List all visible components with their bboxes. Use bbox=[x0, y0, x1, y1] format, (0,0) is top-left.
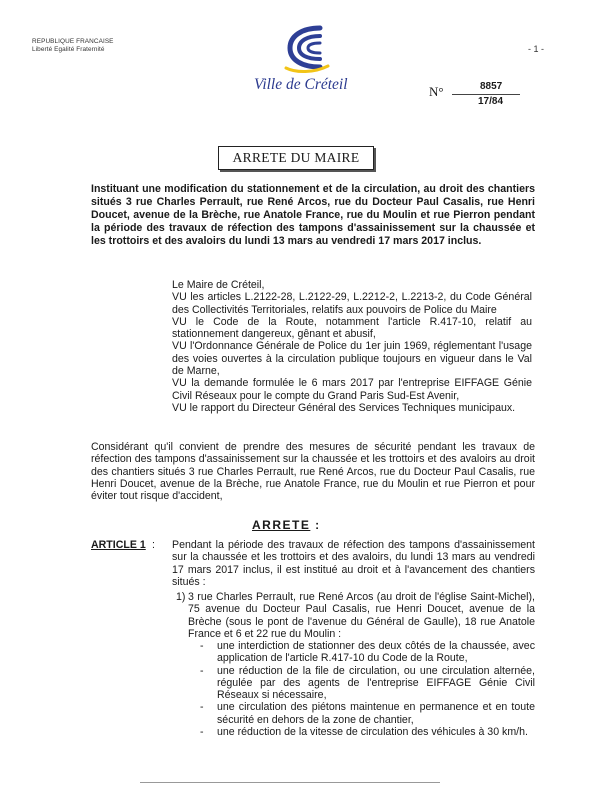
city-logo bbox=[276, 22, 336, 74]
visa-item: VU la demande formulée le 6 mars 2017 par l'entreprise EIFFAGE Génie Civil Réseaux pour le compte du Grand Paris Sud-Est Avenir, bbox=[172, 377, 532, 402]
list-item-number: 1) bbox=[176, 591, 186, 603]
article-1-label: ARTICLE 1 bbox=[91, 539, 146, 551]
republic-motto: Liberté Egalité Fraternité bbox=[32, 46, 105, 53]
decree-register-number: 17/84 bbox=[478, 96, 504, 107]
bullet-dash: - bbox=[200, 701, 204, 714]
bullet-dash: - bbox=[200, 726, 204, 739]
visa-item: VU les articles L.2122-28, L.2122-29, L.2212-2, L.2213-2, du Code Général des Collectivités Territoriales, relatifs aux pouvoirs de Police du Maire bbox=[172, 291, 532, 316]
bullet-dash: - bbox=[200, 664, 204, 677]
list-item-text: une réduction de la file de circulation, ou une circulation alternée, régulée par des agents de l'entreprise EIFFAGE Génie Civil Réseaux si nécessaire, bbox=[217, 664, 535, 702]
decree-number-label: N° bbox=[429, 84, 444, 99]
mayor-line: Le Maire de Créteil, bbox=[172, 279, 265, 291]
decree-summary: Instituant une modification du stationnement et de la circulation, au droit des chantiers situés 3 rue Charles Perrault, rue René Arcos, rue du Docteur Paul Casalis, rue Henri Doucet, avenue de la Brèche, rue Anatole France, rue du Moulin et rue Pierron pendant la période des travaux de réfection des tampons d'assainissement sur la chaussée et les trottoirs et des avaloirs du lundi 13 mars au vendredi 17 mars 2017 inclus. bbox=[91, 183, 535, 247]
article-1-text: Pendant la période des travaux de réfection des tampons d'assainissement sur la chaussée et les trottoirs et des avaloirs, du lundi 13 mars au vendredi 17 mars 2017 inclus, il est institué au droit et à l'avancement des chantiers situés : bbox=[172, 539, 535, 588]
considerant-paragraph: Considérant qu'il convient de prendre des mesures de sécurité pendant les travaux de réfection des tampons d'assainissement sur la chaussée et les trottoirs et des avaloirs au droit des chantiers situés 3 rue Charles Perrault, rue René Arcos, rue du Docteur Paul Casalis, rue Henri Doucet, avenue de la Brèche, rue Anatole France, rue du Moulin et rue Pierron et pour éviter tout risque d'accident, bbox=[91, 441, 535, 503]
decree-number-divider bbox=[452, 94, 520, 95]
visa-item: VU le Code de la Route, notamment l'article R.417-10, relatif au stationnement dangereux, gênant et abusif, bbox=[172, 315, 532, 341]
legal-references bbox=[172, 279, 532, 414]
list-item-text: 3 rue Charles Perrault, rue René Arcos (au droit de l'église Saint-Michel), 75 avenue du Docteur Paul Casalis, rue Henri Doucet, avenue de la Brèche (sous le pont de l'avenue du Général de Gaulle), 18 rue Anatole France et 6 et 22 rue du Moulin : bbox=[188, 591, 535, 640]
arrete-heading-text: ARRETE bbox=[252, 518, 311, 532]
list-item-text: une interdiction de stationner des deux côtés de la chaussée, avec application de l'article R.417-10 du Code de la Route, bbox=[217, 640, 535, 665]
list-item bbox=[200, 640, 535, 665]
list-item bbox=[200, 665, 535, 702]
article-1-colon: : bbox=[152, 539, 155, 551]
document-title: ARRETE DU MAIRE bbox=[218, 146, 374, 170]
page-bottom-rule bbox=[140, 782, 440, 783]
creteil-logo-icon bbox=[276, 22, 336, 74]
city-name: Ville de Créteil bbox=[254, 76, 348, 93]
visa-item: VU le rapport du Directeur Général des Services Techniques municipaux. bbox=[172, 401, 516, 414]
list-item-text: une circulation des piétons maintenue en permanence et en toute sécurité en dehors de la zone de chantier, bbox=[217, 701, 535, 726]
list-item bbox=[200, 726, 535, 738]
list-item bbox=[200, 701, 535, 726]
republic-label: REPUBLIQUE FRANCAISE bbox=[32, 38, 114, 45]
bullet-dash: - bbox=[200, 640, 204, 652]
decree-number: 8857 bbox=[480, 81, 503, 92]
visa-item: VU l'Ordonnance Générale de Police du 1er juin 1969, réglementant l'usage des voies ouvertes à la circulation publique toujours en vigueur dans le Val de Marne, bbox=[172, 340, 532, 378]
arrete-heading-colon: : bbox=[310, 518, 321, 532]
measures-list bbox=[200, 640, 535, 738]
republic-header bbox=[32, 38, 114, 54]
list-item-text: une réduction de la vitesse de circulation des véhicules à 30 km/h. bbox=[217, 726, 528, 739]
arrete-heading bbox=[252, 518, 321, 532]
page-number: - 1 - bbox=[528, 44, 545, 54]
